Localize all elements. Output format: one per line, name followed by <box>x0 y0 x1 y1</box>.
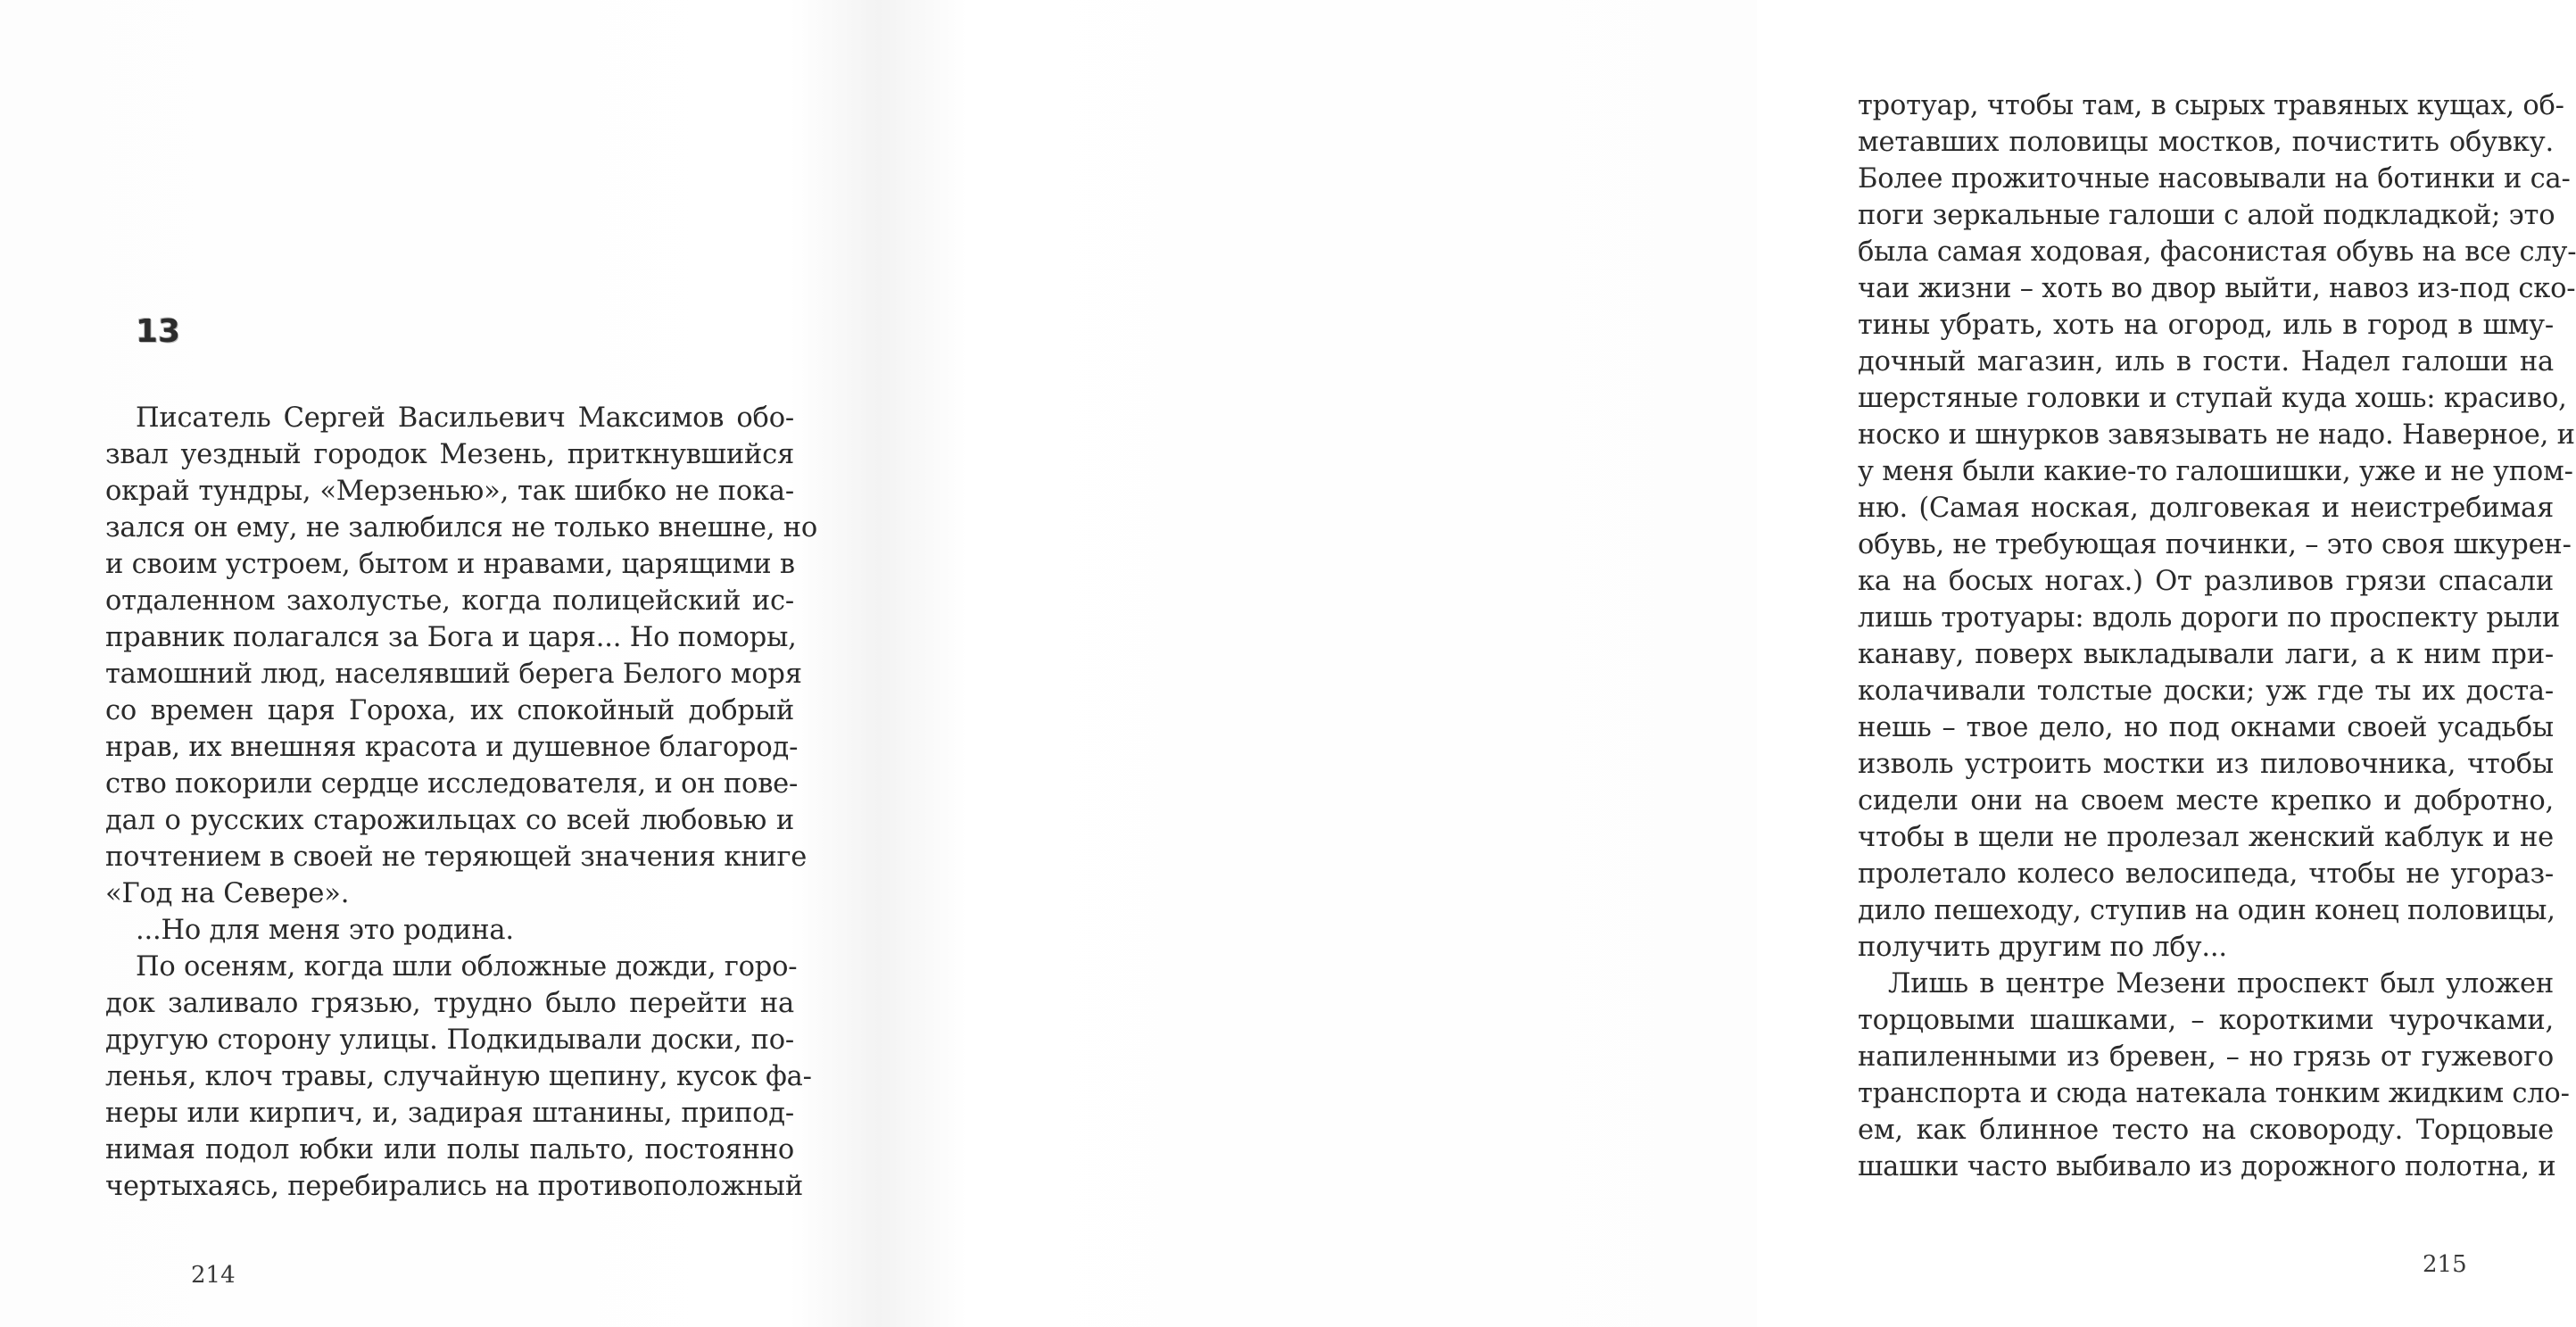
text-line: со времен царя Гороха, их спокойный добрый <box>105 695 794 726</box>
text-line: нрав, их внешняя красота и душевное благород- <box>105 732 799 763</box>
text-line: ем, как блинное тесто на сковороду. Торцовые <box>1858 1115 2554 1146</box>
text-line: дочный магазин, иль в гости. Надел галоши на <box>1858 346 2554 377</box>
text-line: окрай тундры, «Мерзенью», так шибко не пока- <box>105 476 794 507</box>
text-line: звал уездный городок Мезень, приткнувшийся <box>105 439 794 470</box>
text-line: носко и шнурков завязывать не надо. Наверное, и <box>1858 419 2575 451</box>
right-page <box>879 0 2576 1327</box>
left-page <box>0 0 878 1327</box>
text-line: Писатель Сергей Васильевич Максимов обо- <box>136 402 794 434</box>
text-line: шерстяные головки и ступай куда хошь: красиво, <box>1858 383 2567 414</box>
text-line: канаву, поверх выкладывали лаги, а к ним при- <box>1858 639 2554 670</box>
text-line: чтобы в щели не пролезал женский каблук и не <box>1858 822 2554 853</box>
text-line: почтением в своей не теряющей значения книге <box>105 842 808 873</box>
right-page-text <box>1858 87 2576 1185</box>
text-line: тамошний люд, населявший берега Белого моря <box>105 659 802 690</box>
text-line: нимая подол юбки или полы пальто, постоянно <box>105 1134 794 1165</box>
page-number: 215 <box>2423 1251 2467 1278</box>
text-line: лишь тротуары: вдоль дороги по проспекту рыли <box>1858 602 2561 634</box>
text-line: изволь устроить мостки из пиловочника, чтобы <box>1858 749 2554 780</box>
text-line: пролетало колесо велосипеда, чтобы не угораз- <box>1858 858 2554 890</box>
text-line: ...Но для меня это родина. <box>136 915 514 946</box>
left-page-text <box>105 400 817 1205</box>
text-line: зался он ему, не залюбился не только внешне, но <box>105 512 817 543</box>
text-line: По осеням, когда шли обложные дожди, горо- <box>136 951 798 983</box>
chapter-number: 13 <box>136 313 181 350</box>
text-line: другую сторону улицы. Подкидывали доски, по- <box>105 1024 794 1056</box>
text-line: транспорта и сюда натекала тонким жидким сло- <box>1858 1078 2570 1109</box>
text-line: ка на босых ногах.) От разливов грязи спасали <box>1858 566 2554 597</box>
text-line: тротуар, чтобы там, в сырых травяных кущах, об- <box>1858 90 2564 121</box>
text-line: торцовыми шашками, – короткими чурочками, <box>1858 1005 2554 1036</box>
text-line: чертыхаясь, перебирались на противоположный <box>105 1171 804 1202</box>
page-number: 214 <box>191 1262 236 1289</box>
text-line: правник полагался за Бога и царя... Но поморы, <box>105 622 797 653</box>
text-line: док заливало грязью, трудно было перейти на <box>105 988 794 1019</box>
text-line: нешь – твое дело, но под окнами своей усадьбы <box>1858 712 2554 743</box>
text-line: дило пешеходу, ступив на один конец половицы, <box>1858 895 2555 926</box>
text-line: Лишь в центре Мезени проспект был уложен <box>1888 968 2554 999</box>
text-line: и своим устроем, бытом и нравами, царящими в <box>105 549 795 580</box>
text-line: Более прожиточные насовывали на ботинки и са- <box>1858 163 2571 195</box>
text-line: чаи жизни – хоть во двор выйти, навоз из-под ско- <box>1858 273 2576 304</box>
text-line: получить другим по лбу... <box>1858 932 2227 963</box>
text-line: колачивали толстые доски; уж где ты их доста- <box>1858 676 2554 707</box>
text-line: шашки часто выбивало из дорожного полотна, и <box>1858 1151 2556 1182</box>
text-line: ство покорили сердце исследователя, и он пове- <box>105 768 799 800</box>
text-line: неры или кирпич, и, задирая штанины, припод- <box>105 1098 794 1129</box>
text-line: была самая ходовая, фасонистая обувь на все слу- <box>1858 236 2576 268</box>
text-line: метавших половицы мостков, почистить обувку. <box>1858 127 2554 158</box>
text-line: тины убрать, хоть на огород, иль в город в шму- <box>1858 310 2554 341</box>
text-line: дал о русских старожильцах со всей любовью и <box>105 805 794 836</box>
text-line: отдаленном захолустье, когда полицейский ис- <box>105 585 794 617</box>
text-line: обувь, не требующая починки, – это своя шкурен- <box>1858 529 2572 560</box>
text-line: у меня были какие-то галошишки, уже и не упом- <box>1858 456 2573 487</box>
text-line: ню. (Самая ноская, долговекая и неистребимая <box>1858 493 2554 524</box>
text-line: сидели они на своем месте крепко и добротно, <box>1858 785 2554 817</box>
text-line: ленья, клоч травы, случайную щепину, кусок фа- <box>105 1061 812 1092</box>
text-line: «Год на Севере». <box>105 878 350 909</box>
text-line: напиленными из бревен, – но грязь от гужевого <box>1858 1041 2554 1073</box>
text-line: поги зеркальные галоши с алой подкладкой; это <box>1858 200 2555 231</box>
